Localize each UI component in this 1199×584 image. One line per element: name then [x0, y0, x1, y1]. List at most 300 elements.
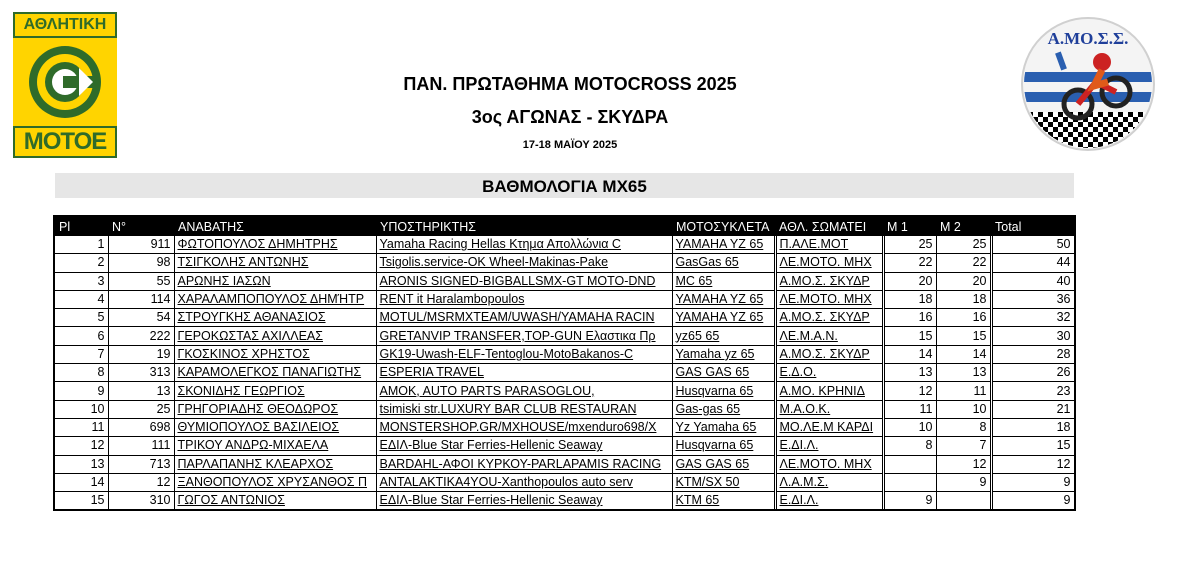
cell-total-text: 32 [1056, 310, 1071, 325]
cell-number-text: 222 [149, 328, 171, 343]
cell-moto2 [936, 437, 991, 455]
cell-number [108, 455, 174, 473]
cell-number [108, 345, 174, 363]
cell-place [55, 327, 108, 345]
cell-total [991, 455, 1074, 473]
cell-club-text: ΛΕ.ΜΟΤΟ. ΜΗΧ [779, 255, 872, 270]
cell-club [775, 492, 883, 510]
cell-rider [174, 309, 376, 327]
cell-place [55, 272, 108, 290]
cell-sponsor [376, 400, 672, 418]
class-title: ΒΑΘΜΟΛΟΓΙΑ ΜΧ65 [55, 173, 1074, 198]
cell-rider-text: ΑΡΩΝΗΣ ΙΑΣΩΝ [177, 273, 271, 288]
cell-sponsor [376, 327, 672, 345]
cell-moto2-text: 20 [972, 273, 987, 288]
cell-place [55, 290, 108, 308]
cell-total-text: 12 [1056, 456, 1071, 471]
cell-rider-text: ΤΡΙΚΟΥ ΑΝΔΡΩ-ΜΙΧΑΕΛΑ [177, 438, 329, 453]
col-header-rider: ΑΝΑΒΑΤΗΣ [174, 217, 376, 236]
cell-motorcycle-text: KTM/SX 50 [675, 475, 740, 489]
cell-number-text: 13 [156, 383, 171, 398]
page-title: ΠΑΝ. ΠΡΩΤΑΘΗΜΑ MOTOCROSS 2025 [403, 74, 737, 94]
cell-rider-text: ΤΣΙΓΚΟΛΗΣ ΑΝΤΩΝΗΣ [177, 255, 309, 270]
cell-moto1 [883, 492, 936, 510]
cell-rider-text: ΠΑΡΛΑΠΑΝΗΣ ΚΛΕΑΡΧΟΣ [177, 456, 334, 471]
cell-moto1 [883, 382, 936, 400]
col-header-number: N° [108, 217, 174, 236]
table-row [55, 492, 1074, 510]
cell-number-text: 114 [150, 292, 171, 307]
cell-moto1 [883, 309, 936, 327]
cell-rider [174, 272, 376, 290]
cell-sponsor-text: MOTUL/MSRMXTEAM/UWASH/YAMAHA RACIN [379, 310, 655, 325]
cell-moto1 [883, 345, 936, 363]
cell-motorcycle-text: Husqvarna 65 [675, 383, 754, 398]
cell-number [108, 327, 174, 345]
cell-moto2 [936, 236, 991, 254]
cell-place-text: 12 [90, 438, 105, 453]
cell-rider [174, 437, 376, 455]
cell-motorcycle [672, 364, 775, 382]
cell-moto2 [936, 382, 991, 400]
cell-number-text: 98 [156, 255, 171, 270]
cell-club [775, 382, 883, 400]
cell-moto1-text: 16 [918, 310, 933, 325]
cell-club [775, 272, 883, 290]
cell-moto2-text: 18 [972, 292, 987, 307]
cell-number-text: 19 [156, 346, 171, 361]
cell-rider [174, 418, 376, 436]
cell-sponsor [376, 437, 672, 455]
cell-rider [174, 473, 376, 491]
cell-place [55, 455, 108, 473]
cell-motorcycle-text: GAS GAS 65 [675, 456, 750, 471]
cell-moto2 [936, 364, 991, 382]
cell-rider-text: ΣΚΟΝΙΔΗΣ ΓΕΩΡΓΙΟΣ [177, 383, 305, 398]
cell-moto1-text: 13 [918, 365, 933, 380]
cell-motorcycle-text: Yamaha yz 65 [675, 346, 755, 361]
cell-place [55, 437, 108, 455]
cell-club-text: Ε.Δ.Ο. [779, 365, 817, 380]
table-row [55, 290, 1074, 308]
cell-number-text: 911 [150, 237, 171, 252]
cell-moto1-text: 8 [925, 438, 933, 453]
cell-club-text: Ε.ΔΙ.Λ. [779, 493, 819, 508]
cell-sponsor-text: Yamaha Racing Hellas Κτημα Απολλώνια C [379, 237, 621, 252]
cell-total-text: 15 [1056, 438, 1071, 453]
cell-moto2-text: 14 [972, 346, 987, 361]
cell-sponsor-text: ARONIS SIGNED-BIGBALLSMX-GT MOTO-DND [379, 273, 656, 288]
cell-number [108, 492, 174, 510]
cell-moto2-text: 7 [979, 438, 987, 453]
cell-sponsor-text: ANTALAKTIKA4YOU-Xanthopoulos auto serv [379, 475, 633, 489]
cell-rider-text: ΧΑΡΑΛΑΜΠΟΠΟΥΛΟΣ ΔΗΜΉΤΡ [177, 292, 365, 307]
cell-motorcycle-text: KTM 65 [675, 493, 720, 508]
cell-club [775, 400, 883, 418]
cell-total [991, 400, 1074, 418]
cell-motorcycle [672, 473, 775, 491]
cell-moto2-text: 15 [972, 328, 987, 343]
cell-place-text: 15 [90, 493, 105, 508]
cell-moto1 [883, 437, 936, 455]
cell-sponsor [376, 309, 672, 327]
cell-total [991, 492, 1074, 510]
cell-number-text: 713 [149, 456, 171, 471]
cell-number [108, 400, 174, 418]
cell-rider-text: ΞΑΝΘΟΠΟΥΛΟΣ ΧΡΥΣΑΝΘΟΣ Π [177, 475, 367, 489]
cell-sponsor [376, 382, 672, 400]
cell-rider [174, 492, 376, 510]
table-row [55, 473, 1074, 491]
cell-total [991, 254, 1074, 272]
cell-number [108, 473, 174, 491]
cell-moto2-text: 8 [979, 420, 987, 435]
cell-number-text: 310 [149, 493, 171, 508]
cell-place-text: 7 [97, 346, 105, 361]
cell-motorcycle [672, 382, 775, 400]
cell-place [55, 492, 108, 510]
table-row [55, 437, 1074, 455]
cell-place [55, 473, 108, 491]
cell-moto2-text: 13 [972, 365, 987, 380]
col-header-moto1: Μ 1 [883, 217, 936, 236]
cell-moto2-text: 10 [972, 401, 987, 416]
cell-total-text: 30 [1056, 328, 1071, 343]
cell-moto1 [883, 455, 936, 473]
cell-sponsor [376, 254, 672, 272]
cell-total [991, 345, 1074, 363]
cell-sponsor [376, 345, 672, 363]
table-row [55, 309, 1074, 327]
cell-place [55, 418, 108, 436]
cell-club-text: ΛΕ.ΜΟΤΟ. ΜΗΧ [779, 292, 872, 307]
cell-sponsor [376, 272, 672, 290]
cell-total [991, 364, 1074, 382]
table-header-row [55, 217, 1074, 236]
cell-moto1 [883, 290, 936, 308]
cell-sponsor [376, 473, 672, 491]
cell-motorcycle-text: GAS GAS 65 [675, 365, 750, 380]
cell-rider [174, 236, 376, 254]
cell-rider [174, 290, 376, 308]
cell-club [775, 345, 883, 363]
cell-total-text: 36 [1056, 292, 1071, 307]
cell-moto1-text: 12 [918, 383, 933, 398]
cell-total-text: 40 [1056, 273, 1071, 288]
cell-total-text: 28 [1056, 346, 1071, 361]
cell-moto2 [936, 400, 991, 418]
cell-motorcycle [672, 327, 775, 345]
cell-number-text: 698 [149, 420, 171, 435]
col-header-motorcycle: ΜΟΤΟΣΥΚΛΕΤΑ [672, 217, 775, 236]
cell-rider [174, 455, 376, 473]
cell-moto1 [883, 272, 936, 290]
table-row [55, 400, 1074, 418]
cell-number-text: 12 [156, 475, 171, 489]
col-header-total: Total [991, 217, 1074, 236]
cell-moto1 [883, 364, 936, 382]
cell-rider-text: ΓΡΗΓΟΡΙΑΔΗΣ ΘΕΟΔΩΡΟΣ [177, 401, 339, 416]
cell-motorcycle [672, 254, 775, 272]
cell-rider [174, 345, 376, 363]
cell-motorcycle [672, 309, 775, 327]
cell-motorcycle [672, 492, 775, 510]
cell-total-text: 44 [1056, 255, 1071, 270]
cell-club [775, 254, 883, 272]
table-row [55, 345, 1074, 363]
cell-rider [174, 254, 376, 272]
cell-club-text: ΜΟ.ΛΕ.Μ ΚΑΡΔΙ [779, 420, 874, 435]
cell-place [55, 254, 108, 272]
cell-total [991, 437, 1074, 455]
cell-moto2-text: 12 [972, 456, 987, 471]
cell-rider-text: ΚΑΡΑΜΟΛΕΓΚΟΣ ΠΑΝΑΓΙΩΤΗΣ [177, 365, 362, 380]
cell-number-text: 54 [156, 310, 171, 325]
cell-place [55, 309, 108, 327]
cell-number-text: 25 [156, 401, 171, 416]
cell-place [55, 382, 108, 400]
cell-moto2 [936, 254, 991, 272]
table-row [55, 236, 1074, 254]
col-header-sponsor: ΥΠΟΣΤΗΡΙΚΤΗΣ [376, 217, 672, 236]
cell-number [108, 290, 174, 308]
cell-number-text: 55 [156, 273, 171, 288]
cell-moto2 [936, 327, 991, 345]
cell-moto1-text: 25 [918, 237, 933, 252]
cell-number [108, 364, 174, 382]
cell-place-text: 5 [97, 310, 105, 325]
cell-moto2 [936, 455, 991, 473]
cell-moto1 [883, 400, 936, 418]
cell-total [991, 418, 1074, 436]
cell-place-text: 2 [97, 255, 105, 270]
logo-club-text: Α.ΜΟ.Σ.Σ. [1047, 29, 1129, 48]
cell-place-text: 10 [90, 401, 105, 416]
cell-rider-text: ΓΚΟΣΚΙΝΟΣ ΧΡΗΣΤΟΣ [177, 346, 310, 361]
cell-moto1-text: 18 [918, 292, 933, 307]
cell-sponsor [376, 492, 672, 510]
cell-moto2 [936, 345, 991, 363]
cell-sponsor [376, 364, 672, 382]
cell-total-text: 50 [1056, 237, 1071, 252]
cell-rider [174, 364, 376, 382]
table-row [55, 327, 1074, 345]
cell-moto1-text: 14 [918, 346, 933, 361]
cell-motorcycle-text: MC 65 [675, 273, 713, 288]
cell-place-text: 1 [97, 237, 105, 252]
cell-place [55, 364, 108, 382]
cell-total [991, 272, 1074, 290]
cell-moto2 [936, 473, 991, 491]
cell-motorcycle-text: YAMAHA YZ 65 [675, 292, 764, 307]
table-row [55, 272, 1074, 290]
cell-rider-text: ΦΩΤΟΠΟΥΛΟΣ ΔΗΜΗΤΡΗΣ [177, 237, 338, 252]
cell-club [775, 364, 883, 382]
cell-motorcycle-text: yz65 65 [675, 328, 720, 343]
cell-motorcycle [672, 400, 775, 418]
cell-club [775, 309, 883, 327]
cell-moto2 [936, 290, 991, 308]
cell-moto1 [883, 327, 936, 345]
table-row [55, 455, 1074, 473]
cell-sponsor-text: ΕΔΙΛ-Blue Star Ferries-Hellenic Seaway [379, 493, 603, 508]
table-row [55, 418, 1074, 436]
cell-total [991, 382, 1074, 400]
cell-motorcycle-text: YAMAHA YZ 65 [675, 237, 764, 252]
cell-sponsor-text: GRETANVIP TRANSFER,TOP-GUN Ελαστικα Πρ [379, 328, 656, 343]
cell-moto1 [883, 473, 936, 491]
cell-place [55, 236, 108, 254]
cell-moto2-text: 25 [972, 237, 987, 252]
cell-rider [174, 400, 376, 418]
table-row [55, 382, 1074, 400]
cell-club [775, 418, 883, 436]
cell-sponsor [376, 455, 672, 473]
cell-motorcycle-text: YAMAHA YZ 65 [675, 310, 764, 325]
cell-place-text: 8 [97, 365, 105, 380]
cell-moto2 [936, 272, 991, 290]
cell-place-text: 4 [97, 292, 105, 307]
cell-moto2-text: 22 [972, 255, 987, 270]
cell-moto2-text: 16 [972, 310, 987, 325]
cell-motorcycle [672, 437, 775, 455]
cell-sponsor-text: RENT it Haralambopoulos [379, 292, 525, 307]
cell-moto1 [883, 254, 936, 272]
cell-total [991, 473, 1074, 491]
cell-moto1-text: 11 [919, 401, 933, 416]
cell-sponsor-text: ESPERIA TRAVEL [379, 365, 484, 380]
cell-total-text: 21 [1056, 401, 1071, 416]
cell-moto2 [936, 492, 991, 510]
cell-club [775, 327, 883, 345]
cell-sponsor [376, 290, 672, 308]
cell-sponsor [376, 418, 672, 436]
cell-sponsor-text: AMOK, AUTO PARTS PARASOGLOU, [379, 383, 595, 398]
cell-sponsor-text: tsimiski str.LUXURY BAR CLUB RESTAURAN [379, 401, 637, 416]
cell-moto1-text: 9 [925, 493, 933, 508]
cell-total [991, 327, 1074, 345]
cell-motorcycle [672, 455, 775, 473]
cell-sponsor-text: Tsigolis.service-OK Wheel-Makinas-Pake [379, 255, 609, 270]
event-dates: 17-18 ΜΑΪΟΥ 2025 [522, 139, 618, 151]
cell-motorcycle [672, 418, 775, 436]
cell-place-text: 13 [90, 456, 105, 471]
cell-sponsor-text: BARDAHL-ΑΦΟΙ ΚΥΡΚΟΥ-PARLAPAMIS RACING [379, 456, 662, 471]
cell-number-text: 313 [149, 365, 171, 380]
cell-total-text: 9 [1063, 493, 1071, 508]
cell-club-text: Α.ΜΟ.Σ. ΣΚΥΔΡ [779, 273, 870, 288]
cell-number [108, 437, 174, 455]
cell-club-text: Λ.Α.Μ.Σ. [779, 475, 829, 489]
cell-motorcycle-text: Yz Yamaha 65 [675, 420, 757, 435]
cell-club-text: Μ.Α.Ο.Κ. [779, 401, 831, 416]
cell-sponsor [376, 236, 672, 254]
cell-club [775, 455, 883, 473]
cell-sponsor-text: MONSTERSHOP.GR/MXHOUSE/mxenduro698/X [379, 420, 657, 435]
cell-motorcycle-text: Gas-gas 65 [675, 401, 741, 416]
cell-place [55, 345, 108, 363]
cell-motorcycle [672, 345, 775, 363]
cell-club [775, 236, 883, 254]
round-title: 3ος ΑΓΩΝΑΣ - ΣΚΥΔΡΑ [471, 107, 669, 127]
cell-number [108, 418, 174, 436]
table-row [55, 254, 1074, 272]
table-row [55, 364, 1074, 382]
col-header-moto2: Μ 2 [936, 217, 991, 236]
col-header-place: Pl [55, 217, 108, 236]
cell-moto1-text: 22 [918, 255, 933, 270]
cell-place-text: 11 [91, 420, 105, 435]
cell-number [108, 254, 174, 272]
cell-total-text: 26 [1056, 365, 1071, 380]
table-body [55, 236, 1074, 509]
cell-number-text: 111 [151, 438, 171, 453]
cell-moto2 [936, 418, 991, 436]
cell-total-text: 18 [1056, 420, 1071, 435]
cell-total-text: 9 [1063, 475, 1071, 489]
cell-club [775, 473, 883, 491]
cell-place-text: 6 [97, 328, 105, 343]
cell-place [55, 400, 108, 418]
cell-moto1-text: 10 [918, 420, 933, 435]
cell-sponsor-text: ΕΔΙΛ-Blue Star Ferries-Hellenic Seaway [379, 438, 603, 453]
cell-total [991, 309, 1074, 327]
cell-rider-text: ΓΕΡΟΚΩΣΤΑΣ ΑΧΙΛΛΕΑΣ [177, 328, 323, 343]
cell-number [108, 309, 174, 327]
cell-moto2 [936, 309, 991, 327]
cell-club-text: Α.ΜΟ.Σ. ΣΚΥΔΡ [779, 346, 870, 361]
results-table [53, 215, 1076, 511]
cell-club-text: Α.ΜΟ. ΚΡΗΝΙΔ [779, 383, 865, 398]
cell-rider-text: ΣΤΡΟΥΓΚΗΣ ΑΘΑΝΑΣΙΟΣ [177, 310, 326, 325]
cell-club [775, 437, 883, 455]
cell-rider [174, 327, 376, 345]
cell-rider-text: ΘΥΜΙΟΠΟΥΛΟΣ ΒΑΣΙΛΕΙΟΣ [177, 420, 340, 435]
cell-number [108, 272, 174, 290]
cell-club-text: Ε.ΔΙ.Λ. [779, 438, 819, 453]
logo-top-text: ΑΘΛΗΤΙΚΗ [13, 12, 117, 38]
cell-motorcycle-text: GasGas 65 [675, 255, 739, 270]
logo-bottom-text: MOTOE [13, 126, 117, 158]
cell-place-text: 14 [90, 475, 105, 489]
cell-total [991, 290, 1074, 308]
cell-motorcycle [672, 272, 775, 290]
cell-place-text: 9 [97, 383, 105, 398]
cell-club-text: Α.ΜΟ.Σ. ΣΚΥΔΡ [779, 310, 870, 325]
cell-total-text: 23 [1056, 383, 1071, 398]
cell-moto1 [883, 418, 936, 436]
cell-motorcycle [672, 290, 775, 308]
cell-number [108, 382, 174, 400]
cell-moto2-text: 11 [973, 383, 987, 398]
cell-rider-text: ΓΩΓΟΣ ΑΝΤΩΝΙΟΣ [177, 493, 285, 508]
cell-rider [174, 382, 376, 400]
cell-sponsor-text: GK19-Uwash-ELF-Tentoglou-MotoBakanos-C [379, 346, 634, 361]
cell-place-text: 3 [97, 273, 105, 288]
col-header-club: ΑΘΛ. ΣΩΜΑΤΕΙ [775, 217, 883, 236]
cell-club-text: ΛΕ.Μ.Α.Ν. [779, 328, 838, 343]
cell-moto1-text: 15 [918, 328, 933, 343]
cell-number [108, 236, 174, 254]
cell-moto1-text: 20 [918, 273, 933, 288]
cell-club-text: ΛΕ.ΜΟΤΟ. ΜΗΧ [779, 456, 872, 471]
cell-moto2-text: 9 [979, 475, 987, 489]
cell-motorcycle [672, 236, 775, 254]
cell-motorcycle-text: Husqvarna 65 [675, 438, 754, 453]
cell-moto1 [883, 236, 936, 254]
cell-club-text: Π.ΑΛΕ.ΜΟΤ [779, 237, 849, 252]
cell-total [991, 236, 1074, 254]
